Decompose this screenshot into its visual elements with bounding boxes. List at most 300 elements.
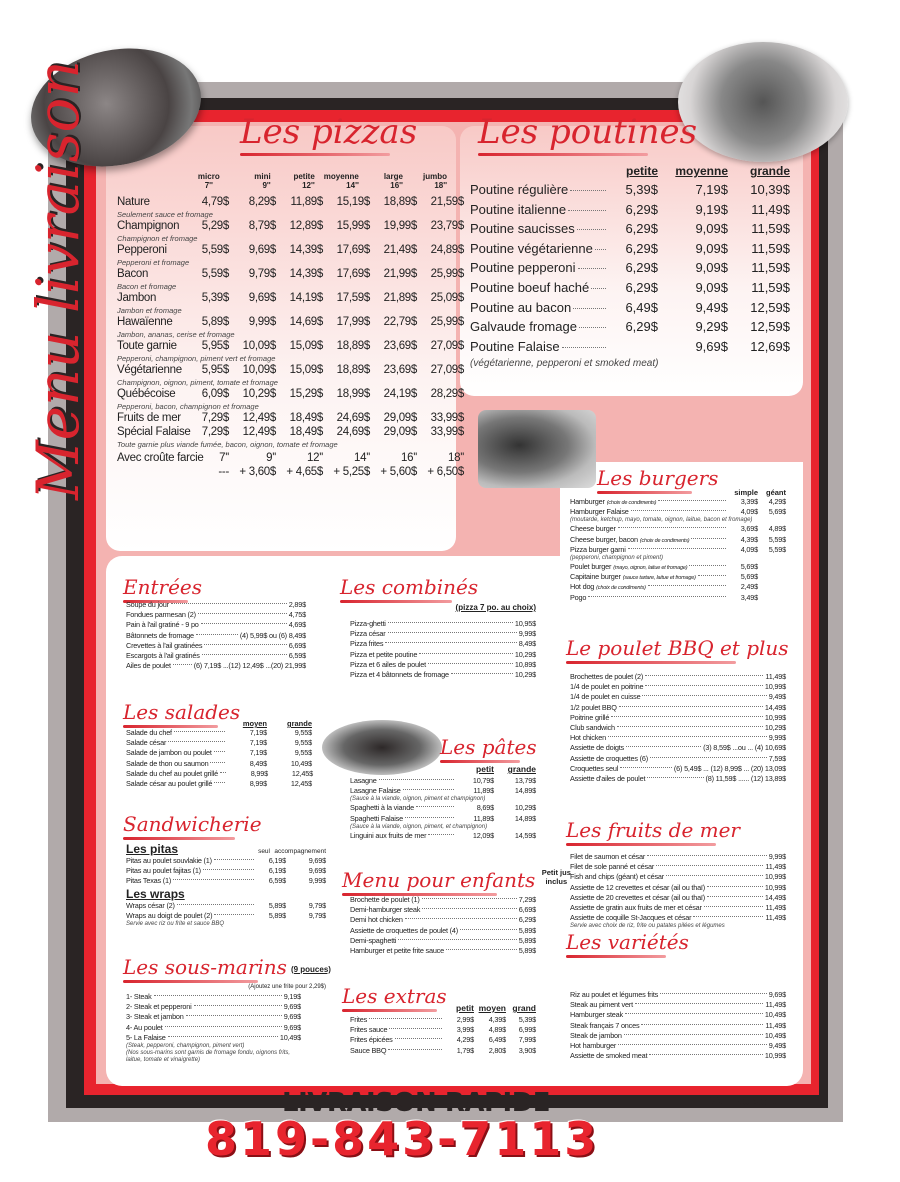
item-price: 9,79$ (308, 900, 326, 910)
item-name: Croquettes seul (570, 763, 619, 773)
pizza-price: 7,29$ (201, 426, 229, 438)
menu-item (126, 856, 326, 866)
menu-item (350, 926, 536, 936)
pizza-price: 10,09$ (242, 364, 276, 376)
item-price: 11,49$ (765, 1000, 786, 1010)
item-name: Pizza-ghetti (350, 619, 386, 628)
menu-item (350, 639, 536, 649)
pizza-row (117, 196, 464, 210)
pizza-prices (191, 220, 464, 232)
leader-dots (617, 726, 763, 727)
leader-dots (619, 706, 763, 707)
item-price: 9,99$ (308, 876, 326, 886)
pizza-description: Toute garnie plus viande fumée, bacon, oignon, tomate et fromage (117, 440, 338, 449)
item-price: 4,39$ (740, 534, 758, 544)
leader-dots (704, 906, 764, 907)
crust-price: --- (218, 466, 229, 478)
item-price: (6) 5,49$ ... (12) 8,99$ ... (20) 13,09$ (673, 763, 786, 773)
varietes-table (570, 990, 786, 1061)
poutine-name: Poutine pepperoni (470, 260, 576, 276)
leader-dots (588, 596, 726, 597)
item-price: 9,55$ (294, 738, 312, 748)
leader-dots (446, 949, 517, 950)
item-name: Demi hot chicken (350, 915, 403, 925)
pizza-price: 18,89$ (383, 196, 417, 208)
pizza-price: 5,59$ (201, 244, 229, 256)
item-price: 9,55$ (294, 748, 312, 758)
item-price: 11,49$ (765, 902, 786, 912)
item-price: 10,79$ (472, 776, 494, 785)
pizza-price: 19,99$ (383, 220, 417, 232)
pizza-price: 21,99$ (383, 268, 417, 280)
pizza-price: 24,89$ (430, 244, 464, 256)
sous-marins-table: (Ajoutez une frite pour 2,29$) 1- Steak 9,19$ 2- Steak et pepperoni 9,69$ 3- Steak et jambon 9,69$ 4- Au poulet 9,69$ 5- La Falaise 10,49$ (Steak, pepperoni, champignon, piment vert) (Nos sous-marins sont garnis de fromage fondu, oignons frits, laitue, tomate et vinaigrette) (126, 984, 326, 1063)
leader-dots (568, 210, 606, 211)
poutine-price: 6,29$ (625, 260, 658, 276)
menu-item (350, 786, 536, 796)
item-name: Steak au piment vert (570, 1000, 633, 1010)
pizza-price: 18,49$ (289, 412, 323, 424)
item-name: Filet de sole panné et césar (570, 862, 655, 872)
poutine-price: 9,29$ (695, 319, 728, 335)
item-name: Hamburger Falaise (570, 507, 629, 517)
item-name: Hamburger (570, 497, 605, 506)
item-price: 6,69$ (288, 640, 306, 650)
menu-item (126, 661, 306, 671)
menu-item (570, 883, 786, 893)
item-name: Sauce BBQ (350, 1045, 387, 1055)
item-price: 9,99$ (768, 733, 786, 743)
leader-dots (689, 565, 726, 566)
menu-item (350, 776, 536, 786)
item-price: 5,89$ (268, 910, 286, 920)
leader-dots (388, 632, 517, 633)
menu-item (570, 754, 786, 764)
menu-item (126, 651, 306, 661)
poutine-name: Poutine végétarienne (470, 240, 593, 256)
see-back-link[interactable]: Voir verso... (710, 1094, 778, 1108)
item-price: 8,49$ (249, 758, 267, 768)
item-price: 6,59$ (288, 650, 306, 660)
item-name: Ailes de poulet (126, 661, 171, 671)
poutine-name: Poutine saucisses (470, 221, 575, 237)
crust-size: 9'' (266, 452, 276, 464)
pizza-price: 5,39$ (201, 292, 229, 304)
item-note: (sauce tartare, laitue et fromage) (622, 575, 696, 582)
poutine-price: 6,49$ (625, 299, 658, 315)
menu-item (126, 1023, 301, 1033)
poutine-price: 5,39$ (625, 182, 658, 197)
pizza-price: 27,09$ (430, 364, 464, 376)
item-name: Pogo (570, 592, 587, 602)
menu-item (350, 895, 536, 905)
item-price: 3,90$ (518, 1045, 536, 1055)
item-name: Pizza burger garni (570, 544, 626, 554)
pizza-prices (191, 268, 464, 280)
poutine-price: 9,09$ (695, 260, 728, 276)
item-price: 1,79$ (456, 1045, 474, 1055)
menu-item (570, 1010, 786, 1020)
item-name: Salade du chef (126, 728, 172, 737)
pizza-price: 25,99$ (430, 316, 464, 328)
pizza-price: 18,99$ (336, 388, 370, 400)
entrees-heading: Entrées (123, 575, 202, 603)
item-name: Hot hamburger (570, 1040, 617, 1050)
leader-dots (642, 695, 766, 696)
poutine-row (470, 260, 790, 280)
poutine-note: (végétarienne, pepperoni et smoked meat) (470, 358, 659, 370)
pizza-prices (191, 388, 464, 400)
delivery-tagline: LIVRAISON RAPIDE (282, 1088, 551, 1118)
poutines-heading: Les poutines (478, 112, 697, 156)
crust-size: 16'' (401, 452, 417, 464)
pizza-size-header: micro 7'' mini 9'' petite 12'' moyenne 14'' large 16'' jumbo 18'' (197, 172, 448, 190)
poutine-price: 6,29$ (625, 279, 658, 295)
item-price: 14,49$ (764, 892, 786, 902)
leader-dots (428, 834, 454, 835)
item-price: 9,69$ (283, 1022, 301, 1032)
menu-item (570, 723, 786, 733)
menu-item (126, 992, 301, 1002)
item-price: 12,09$ (472, 830, 494, 840)
pizza-price: 15,09$ (289, 340, 323, 352)
leader-dots (214, 751, 225, 752)
salades-heading: Les salades (123, 700, 240, 728)
pizza-row (117, 364, 464, 378)
poutine-price: 11,59$ (751, 260, 790, 276)
leader-dots (658, 500, 726, 501)
pizza-price: 9,79$ (248, 268, 276, 280)
menu-item (350, 1035, 536, 1045)
poutine-row (470, 221, 790, 241)
item-price: 12,45$ (291, 768, 313, 778)
leader-dots (631, 510, 726, 511)
item-price: 5,89$ (268, 900, 286, 910)
item-name: Salade de thon ou saumon (126, 758, 209, 768)
item-price: 13,79$ (514, 776, 536, 785)
menu-item (126, 620, 306, 630)
poutine-name: Poutine au bacon (470, 299, 572, 315)
item-price: 5,39$ (518, 1015, 536, 1024)
poutine-price: 12,59$ (750, 299, 790, 315)
menu-item (570, 1021, 786, 1031)
menu-item (126, 876, 326, 886)
menu-item (126, 600, 306, 610)
pizza-prices (191, 426, 464, 438)
item-name: Spaghetti Falaise (350, 813, 403, 823)
poulet-heading: Le poulet BBQ et plus (566, 636, 789, 664)
pizza-row (117, 244, 464, 258)
pizza-row (117, 292, 464, 306)
item-name: Cheese burger, bacon (570, 534, 638, 544)
menu-item (350, 1025, 536, 1035)
item-price: 5,59$ (768, 534, 786, 544)
leader-dots (369, 1018, 442, 1019)
menu-item (350, 936, 536, 946)
item-price: 9,69$ (768, 990, 786, 999)
crust-size: 18'' (448, 452, 464, 464)
menu-item (350, 814, 536, 824)
item-price: 9,99$ (518, 629, 536, 639)
leader-dots (201, 623, 287, 624)
item-name: Hamburger et petite frite sauce (350, 945, 444, 955)
item-price: 3,39$ (740, 497, 758, 506)
leader-dots (165, 1026, 282, 1027)
pizza-description: Champignon, oignon, piment, tomate et fromage (117, 378, 278, 387)
menu-item (570, 582, 786, 592)
item-name: 3- Steak et jambon (126, 1012, 184, 1022)
item-name: Demi-spaghetti (350, 935, 397, 945)
item-price: (6) 7,19$ ...(12) 12,49$ ...(20) 21,99$ (193, 661, 306, 671)
menu-item (570, 862, 786, 872)
item-name: Pizza césar (350, 629, 386, 639)
pizza-price: 25,09$ (430, 292, 464, 304)
leader-dots (707, 896, 763, 897)
pizza-price: 18,89$ (336, 364, 370, 376)
item-price: 4,69$ (288, 620, 306, 630)
pizza-price: 6,09$ (201, 388, 229, 400)
item-price: 2,89$ (288, 600, 306, 609)
poutine-price: 11,49$ (751, 201, 790, 217)
leader-dots (422, 908, 517, 909)
item-price: 7,29$ (518, 895, 536, 904)
item-name: Fish and chips (géant) et césar (570, 872, 664, 882)
pizza-price: 15,09$ (289, 364, 323, 376)
leader-dots (647, 777, 703, 778)
pizza-price: 17,59$ (336, 292, 370, 304)
menu-item (570, 1051, 786, 1061)
menu-item (350, 660, 536, 670)
crust-price: + 6,50$ (427, 466, 464, 478)
menu-item (570, 593, 786, 603)
pizza-row (117, 316, 464, 330)
pizza-prices (191, 412, 464, 424)
item-price: 7,19$ (249, 728, 267, 737)
pizza-name: Pepperoni (117, 244, 167, 256)
item-price: 10,95$ (514, 619, 536, 628)
menu-item (570, 545, 786, 555)
leader-dots (203, 869, 254, 870)
menu-item (570, 903, 786, 913)
pizza-description: Jambon, ananas, cerise et fromage (117, 330, 235, 339)
pizza-row (117, 388, 464, 402)
menu-item (126, 728, 312, 738)
pizza-price: 29,09$ (383, 412, 417, 424)
item-name: Pitas au poulet fajitas (1) (126, 866, 201, 876)
pates-heading: Les pâtes (440, 735, 537, 763)
menu-item (350, 946, 536, 956)
pizza-price: 5,95$ (201, 364, 229, 376)
poutine-price: 9,19$ (695, 201, 728, 217)
leader-dots (645, 685, 763, 686)
leader-dots (204, 644, 286, 645)
item-price: 4,09$ (740, 507, 758, 517)
item-price: 10,99$ (764, 872, 786, 882)
item-name: 1/4 de poulet en poitrine (570, 682, 644, 692)
pizza-price: 5,59$ (201, 268, 229, 280)
menu-item (570, 774, 786, 784)
menu-item (570, 913, 786, 923)
phone-number[interactable]: 819-843-7113 (205, 1112, 600, 1166)
pizza-prices (191, 292, 464, 304)
leader-dots (220, 772, 226, 773)
poutine-name: Poutine Falaise (470, 338, 560, 354)
item-description: (Sauce à la viande, oignon, piment et champignon) (350, 796, 486, 803)
leader-dots (405, 817, 454, 818)
item-name: Salade césar (126, 738, 167, 748)
extras-table: petit moyen grand Frites 2,99$ 4,39$ 5,39$ Frites sauce 3,99$ 4,89$ 6,99$ Frites épicées 4,29$ 6,49$ 7,99$ Sauce BBQ 1,79$ 2,80$ 3,90$ (350, 1003, 536, 1055)
item-price: 4,89$ (768, 524, 786, 534)
pizza-price: 23,69$ (383, 340, 417, 352)
leader-dots (618, 527, 726, 528)
menu-item (126, 738, 312, 748)
item-name: Assiette de croquettes (6) (570, 753, 648, 763)
item-name: Steak français 7 onces (570, 1020, 640, 1030)
menu-item (570, 713, 786, 723)
pizza-description: Jambon et fromage (117, 306, 182, 315)
item-price: 9,69$ (308, 866, 326, 876)
pizza-name: Champignon (117, 220, 180, 232)
menu-item (350, 619, 536, 629)
leader-dots (611, 716, 763, 717)
pizza-price: 15,99$ (336, 220, 370, 232)
leader-dots (591, 288, 606, 289)
pizza-prices (191, 316, 464, 328)
menu-item (350, 803, 536, 813)
pizza-price: 4,79$ (201, 196, 229, 208)
item-price: 8,49$ (518, 639, 536, 649)
leader-dots (388, 622, 513, 623)
poutine-table: petite moyenne grande Poutine régulière 5,39$ 7,19$ 10,39$ Poutine italienne 6,29$ 9,19$ 11,49$ Poutine saucisses 6,29$ 9,09$ 11,59$ Poutine végétarienne 6,29$ 9,09$ 11,59$ Poutine pepperoni 6,29$ 9,09$ 11,59$ Poutine boeuf haché 6,29$ 9,09$ 11,59$ Poutine au bacon 6,49$ 9,49$ 12,59$ Galvaude fromage 6,29$ 9,29$ 12,59$ Poutine Falaise 9,69$ 12,69$ (végétarienne, pepperoni et smoked meat) (470, 164, 790, 370)
leader-dots (214, 914, 254, 915)
item-name: Assiette d'ailes de poulet (570, 773, 646, 783)
poutine-row (470, 280, 790, 300)
burger-photo (478, 410, 596, 488)
item-name: Brochettes de poulet (2) (570, 672, 644, 681)
menu-item (570, 852, 786, 862)
pizza-price: 15,19$ (336, 196, 370, 208)
menu-item (350, 1015, 536, 1025)
leader-dots (395, 1038, 442, 1039)
item-name: Pain à l'ail gratiné - 9 po (126, 620, 199, 630)
item-price: 9,69$ (283, 1002, 301, 1012)
item-price: 14,49$ (764, 702, 786, 712)
leader-dots (577, 229, 606, 230)
salades-table: moyen grande Salade du chef 7,19$ 9,55$ Salade césar 7,19$ 9,55$ Salade de jambon ou poulet 7,19$ 9,55$ Salade de thon ou saumon 8,49$ 10,49$ Salade du chef au poulet grillé 8,99$ 12,45$ Salade césar au poulet grillé 8,99$ 12,45$ (126, 719, 313, 788)
pizza-price: 18,89$ (336, 340, 370, 352)
item-name: Club sandwich (570, 722, 615, 732)
leader-dots (698, 575, 726, 576)
crust-prices (191, 466, 464, 478)
leader-dots (177, 904, 254, 905)
pizza-name: Hawaïenne (117, 316, 173, 328)
crust-sizes-row (117, 452, 464, 466)
item-name: 2- Steak et pepperoni (126, 1002, 192, 1012)
poutine-price: 11,59$ (751, 240, 790, 256)
pizza-prices (191, 340, 464, 352)
item-price: (8) 11,59$ ...... (12) 13,89$ (705, 773, 786, 783)
leader-dots (649, 1054, 763, 1055)
item-price: 6,49$ (488, 1035, 506, 1045)
leader-dots (198, 613, 287, 614)
leader-dots (648, 585, 726, 586)
pizza-name: Bacon (117, 268, 149, 280)
item-name: Riz au poulet et légumes frits (570, 990, 659, 999)
leader-dots (626, 746, 701, 747)
pizza-name: Québécoise (117, 388, 176, 400)
pizza-name: Jambon (117, 292, 157, 304)
leader-dots (635, 1003, 763, 1004)
pizza-price: 28,29$ (430, 388, 464, 400)
item-name: Frites (350, 1015, 368, 1024)
leader-dots (624, 1034, 763, 1035)
item-price: 14,89$ (514, 813, 536, 823)
pizzas-heading: Les pizzas (240, 112, 417, 156)
item-price: 5,89$ (518, 925, 536, 935)
fruits-mer-table: Filet de saumon et césar 9,99$ Filet de sole panné et césar 11,49$ Fish and chips (géant) et césar 10,99$ Assiette de 12 crevettes et césar (ail ou thaï) 10,99$ Assiette de 20 crevettes et césar (ail ou thaï) 14,49$ Assiette de gratin aux fruits de mer et césar 11,49$ Assiette de coquille St-Jacques et césar 11,49$ Servie avec choix de riz, frite ou patates pilées et légumes (570, 852, 786, 930)
item-price: 5,69$ (740, 561, 758, 571)
side-title: Menu livraison (24, 60, 92, 500)
item-name: Salade césar au poulet grillé (126, 778, 213, 788)
menu-item (350, 915, 536, 925)
item-price: 10,29$ (514, 649, 536, 659)
item-price: 9,69$ (283, 1012, 301, 1022)
item-price: 14,59$ (514, 830, 536, 840)
menu-item (126, 1002, 301, 1012)
menu-item (570, 1031, 786, 1041)
pizza-prices (191, 196, 464, 208)
item-name: Pizza et 4 bâtonnets de fromage (350, 669, 449, 679)
item-name: Assiette de croquettes de poulet (4) (350, 925, 458, 935)
leader-dots (194, 1005, 282, 1006)
item-name: Bâtonnets de fromage (126, 630, 194, 640)
item-name: Steak de jambon (570, 1030, 622, 1040)
menu-item (570, 497, 786, 507)
pizza-row (117, 412, 464, 426)
item-name: Assiette de coquille St-Jacques et césar (570, 913, 692, 923)
item-name: Pitas Texas (1) (126, 876, 172, 886)
poutine-row (470, 241, 790, 261)
leader-dots (385, 642, 516, 643)
item-price: 4,29$ (456, 1035, 474, 1045)
pizza-description: Champignon et fromage (117, 234, 198, 243)
item-name: Poitrine grillé (570, 712, 610, 722)
menu-item (570, 535, 786, 545)
menu-item (570, 562, 786, 572)
item-price: 10,49$ (764, 1010, 786, 1020)
pizza-price: 21,59$ (430, 196, 464, 208)
crust-sizes (191, 452, 464, 464)
item-name: Demi-hamburger steak (350, 905, 421, 915)
item-name: Wraps au doigt de poulet (2) (126, 910, 213, 920)
item-price: 2,49$ (740, 582, 758, 592)
menu-item (350, 905, 536, 915)
item-price: 10,49$ (290, 758, 312, 768)
item-price: 3,99$ (456, 1025, 474, 1035)
leader-dots (707, 886, 763, 887)
poutine-row (470, 300, 790, 320)
poutine-price: 11,59$ (751, 221, 790, 237)
pizza-description: Seulement sauce et fromage (117, 210, 213, 219)
leader-dots (647, 855, 767, 856)
pizza-table (117, 172, 464, 480)
item-price: 3,69$ (740, 524, 758, 534)
pizza-row (117, 220, 464, 234)
item-price: 8,69$ (476, 803, 494, 813)
item-name: Pitas au poulet souvlakie (1) (126, 856, 212, 865)
pizza-price: 9,99$ (248, 316, 276, 328)
menu-item (570, 872, 786, 882)
